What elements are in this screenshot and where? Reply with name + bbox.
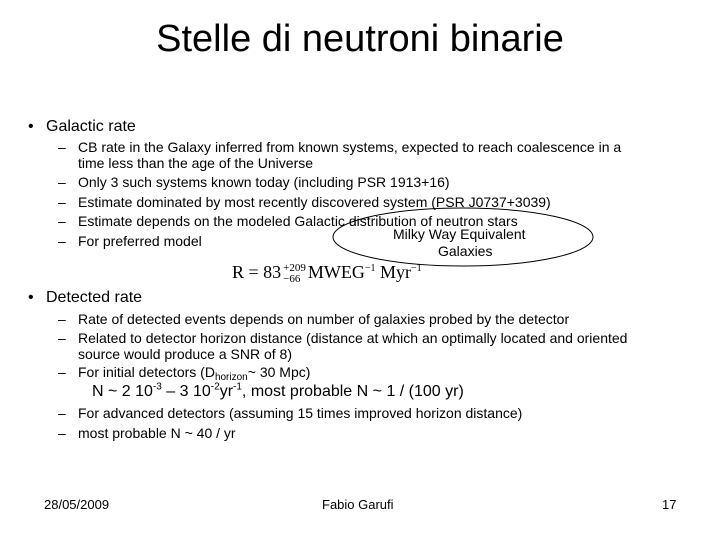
formula-errors [283, 263, 306, 285]
dash-marker: – [58, 405, 66, 421]
formula-unit-myr: Myr [380, 262, 412, 282]
formula-unit-mweg-exponent: −1 [364, 263, 376, 274]
dash-marker: – [58, 174, 66, 190]
list-item: For advanced detectors (assuming 15 times improved horizon distance) [78, 405, 523, 421]
section-heading-galactic-rate: Galactic rate [46, 118, 136, 135]
horizon-value: ~ 30 Mpc) [247, 364, 311, 380]
estimate-part: N ~ 2 10 [92, 383, 153, 400]
list-item: Estimate depends on the modeled Galactic distribution of neutron stars [78, 213, 518, 229]
list-item: CB rate in the Galaxy inferred from known systems, expected to reach coalescence in a [78, 139, 622, 155]
dash-marker: – [58, 330, 66, 346]
dash-marker: – [58, 194, 66, 210]
callout-line2: Galaxies [438, 243, 493, 259]
slide-title: Stelle di neutroni binarie [156, 18, 564, 60]
estimate-exponent: -2 [210, 381, 220, 393]
formula-unit-mweg: MWEG [307, 262, 365, 282]
estimate-exponent: -3 [152, 381, 162, 393]
formula-unit-myr-exponent: −1 [411, 263, 422, 274]
estimate-exponent: -1 [233, 381, 242, 393]
formula-lower-error: −66 [283, 272, 301, 285]
formula-upper-error: +209 [283, 261, 306, 274]
dash-marker: – [58, 139, 66, 155]
list-item: Related to detector horizon distance (distance at which an optimally located and oriented [78, 330, 628, 346]
list-item-continuation: time less than the age of the Universe [78, 155, 314, 171]
callout-line1: Milky Way Equivalent [393, 226, 526, 242]
list-item: Estimate dominated by most recently discovered system (PSR J0737+3039) [78, 194, 551, 210]
section-heading-detected-rate: Detected rate [46, 289, 143, 306]
footer-page-number: 17 [662, 497, 677, 512]
dash-marker: – [58, 364, 66, 380]
list-item: Rate of detected events depends on number of galaxies probed by the detector [78, 311, 570, 327]
dash-marker: – [58, 213, 66, 229]
formula-lhs: R = 83 [232, 262, 282, 282]
footer-author: Fabio Garufi [322, 497, 394, 512]
list-item: most probable N ~ 40 / yr [78, 425, 236, 441]
bullet-marker: • [28, 289, 34, 306]
initial-detectors-text: For initial detectors (D [78, 364, 215, 380]
dash-marker: – [58, 425, 66, 441]
list-item-initial-detectors [78, 364, 311, 383]
horizon-subscript: horizon [214, 372, 248, 383]
list-item: Only 3 such systems known today (including PSR 1913+16) [78, 174, 450, 190]
footer-date: 28/05/2009 [44, 497, 110, 512]
bullet-marker: • [28, 118, 34, 135]
rate-formula [232, 262, 422, 285]
list-item: For preferred model [78, 233, 202, 249]
list-item-continuation: source would produce a SNR of 8) [78, 346, 292, 362]
detection-estimate [92, 383, 464, 401]
estimate-part: yr [219, 383, 234, 400]
dash-marker: – [58, 233, 66, 249]
estimate-part: , most probable N ~ 1 / (100 yr) [241, 383, 464, 400]
dash-marker: – [58, 311, 66, 327]
estimate-part: – 3 10 [161, 383, 211, 400]
